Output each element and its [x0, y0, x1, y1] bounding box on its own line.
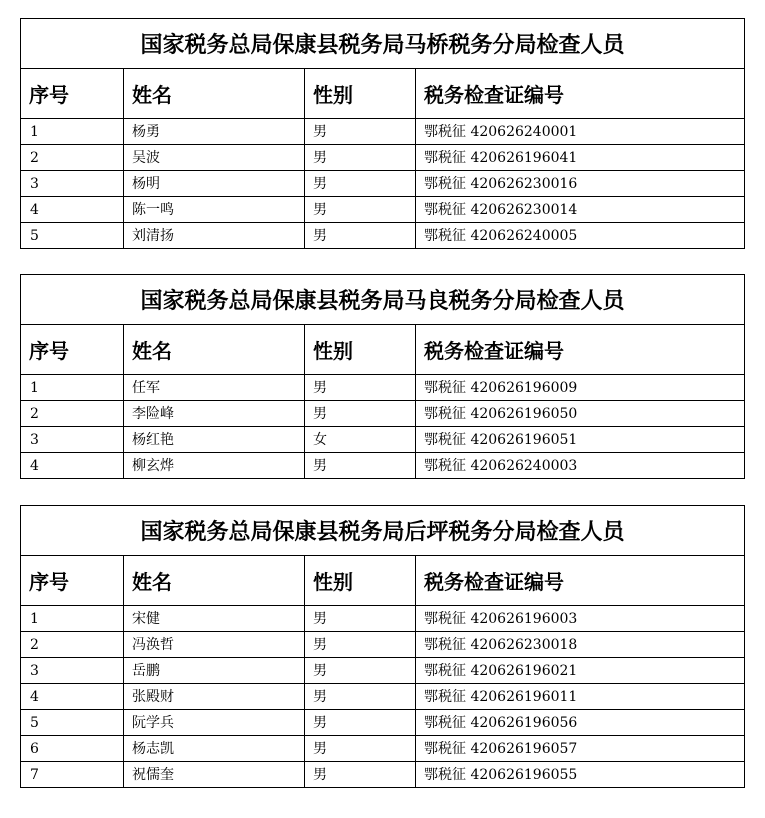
table-row [21, 632, 745, 658]
table-row [21, 223, 745, 249]
row-gender: 男 [305, 762, 416, 788]
row-cert-number: 鄂税征 420626196050 [416, 401, 745, 427]
table-row [21, 401, 745, 427]
header-gender: 性别 [305, 556, 416, 606]
row-index: 6 [21, 736, 124, 762]
row-cert-number: 鄂税征 420626196055 [416, 762, 745, 788]
row-index: 5 [21, 223, 124, 249]
header-index: 序号 [21, 556, 124, 606]
table-row [21, 375, 745, 401]
header-gender: 性别 [305, 69, 416, 119]
row-gender: 男 [305, 684, 416, 710]
row-cert-number: 鄂税征 420626196009 [416, 375, 745, 401]
row-name: 岳鹏 [124, 658, 305, 684]
row-name: 冯涣哲 [124, 632, 305, 658]
header-gender: 性别 [305, 325, 416, 375]
row-cert-number: 鄂税征 420626196056 [416, 710, 745, 736]
table-row [21, 762, 745, 788]
header-name: 姓名 [124, 325, 305, 375]
row-cert-number: 鄂税征 420626240001 [416, 119, 745, 145]
row-gender: 男 [305, 632, 416, 658]
row-index: 3 [21, 171, 124, 197]
row-gender: 男 [305, 171, 416, 197]
row-cert-number: 鄂税征 420626196011 [416, 684, 745, 710]
row-name: 柳玄烨 [124, 453, 305, 479]
row-gender: 男 [305, 119, 416, 145]
row-gender: 男 [305, 453, 416, 479]
inspector-table [20, 274, 745, 479]
row-index: 5 [21, 710, 124, 736]
table-row [21, 606, 745, 632]
row-cert-number: 鄂税征 420626240005 [416, 223, 745, 249]
row-cert-number: 鄂税征 420626230014 [416, 197, 745, 223]
row-index: 1 [21, 119, 124, 145]
row-name: 阮学兵 [124, 710, 305, 736]
row-name: 祝儒奎 [124, 762, 305, 788]
row-name: 杨勇 [124, 119, 305, 145]
row-index: 2 [21, 632, 124, 658]
row-cert-number: 鄂税征 420626196057 [416, 736, 745, 762]
header-name: 姓名 [124, 556, 305, 606]
table-row [21, 171, 745, 197]
row-gender: 男 [305, 145, 416, 171]
row-index: 3 [21, 658, 124, 684]
row-name: 李险峰 [124, 401, 305, 427]
row-name: 宋健 [124, 606, 305, 632]
header-index: 序号 [21, 69, 124, 119]
inspector-table [20, 505, 745, 788]
row-cert-number: 鄂税征 420626196051 [416, 427, 745, 453]
table-title: 国家税务总局保康县税务局后坪税务分局检查人员 [21, 506, 745, 556]
row-name: 杨志凯 [124, 736, 305, 762]
row-index: 3 [21, 427, 124, 453]
table-row [21, 119, 745, 145]
table-row [21, 427, 745, 453]
row-name: 陈一鸣 [124, 197, 305, 223]
table-row [21, 145, 745, 171]
row-cert-number: 鄂税征 420626196003 [416, 606, 745, 632]
row-name: 刘清扬 [124, 223, 305, 249]
row-index: 4 [21, 684, 124, 710]
header-index: 序号 [21, 325, 124, 375]
table-row [21, 658, 745, 684]
row-name: 杨明 [124, 171, 305, 197]
row-index: 1 [21, 606, 124, 632]
row-name: 任军 [124, 375, 305, 401]
row-index: 1 [21, 375, 124, 401]
table-row [21, 197, 745, 223]
row-cert-number: 鄂税征 420626196041 [416, 145, 745, 171]
row-cert-number: 鄂税征 420626240003 [416, 453, 745, 479]
inspector-table [20, 18, 745, 249]
row-index: 2 [21, 401, 124, 427]
row-name: 吴波 [124, 145, 305, 171]
header-cert-number: 税务检查证编号 [416, 69, 745, 119]
row-index: 4 [21, 453, 124, 479]
row-index: 2 [21, 145, 124, 171]
header-name: 姓名 [124, 69, 305, 119]
row-name: 杨红艳 [124, 427, 305, 453]
row-gender: 男 [305, 197, 416, 223]
row-gender: 男 [305, 736, 416, 762]
header-cert-number: 税务检查证编号 [416, 325, 745, 375]
table-title: 国家税务总局保康县税务局马良税务分局检查人员 [21, 275, 745, 325]
row-gender: 男 [305, 606, 416, 632]
table-row [21, 453, 745, 479]
row-cert-number: 鄂税征 420626196021 [416, 658, 745, 684]
table-row [21, 684, 745, 710]
header-cert-number: 税务检查证编号 [416, 556, 745, 606]
row-gender: 女 [305, 427, 416, 453]
row-index: 7 [21, 762, 124, 788]
table-title: 国家税务总局保康县税务局马桥税务分局检查人员 [21, 19, 745, 69]
row-name: 张殿财 [124, 684, 305, 710]
row-gender: 男 [305, 710, 416, 736]
row-gender: 男 [305, 223, 416, 249]
table-row [21, 710, 745, 736]
row-cert-number: 鄂税征 420626230016 [416, 171, 745, 197]
row-gender: 男 [305, 658, 416, 684]
row-index: 4 [21, 197, 124, 223]
table-row [21, 736, 745, 762]
row-gender: 男 [305, 401, 416, 427]
row-gender: 男 [305, 375, 416, 401]
row-cert-number: 鄂税征 420626230018 [416, 632, 745, 658]
